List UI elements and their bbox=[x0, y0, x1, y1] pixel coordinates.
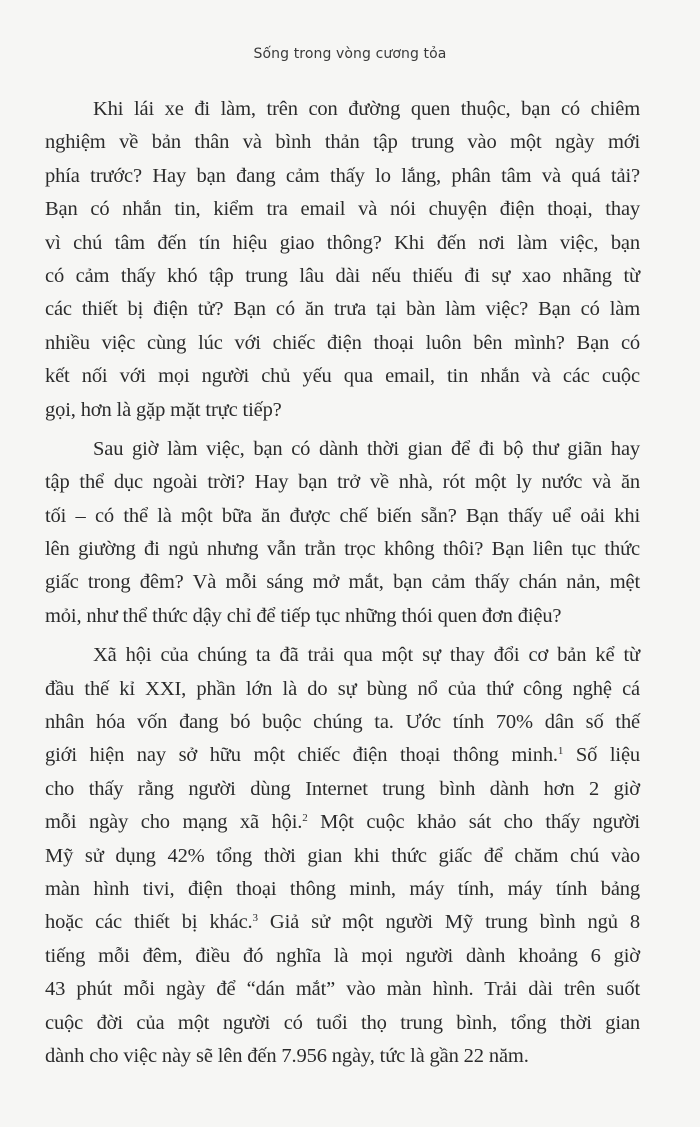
paragraph bbox=[45, 433, 640, 633]
text-line: đầu thế kỉ XXI, phần lớn là do sự bùng nổ của thứ công nghệ cá bbox=[45, 677, 640, 700]
text-line: hoặc các thiết bị khác.$^3$ Giả sử một người Mỹ trung bình ngủ 8 bbox=[45, 911, 641, 934]
text-line: Xã hội của chúng ta đã trải qua một sự thay đổi cơ bản kể từ bbox=[93, 644, 640, 667]
text-line: vì chú tâm đến tín hiệu giao thông? Khi đến nơi làm việc, bạn bbox=[45, 231, 640, 254]
text-line: có cảm thấy khó tập trung lâu dài nếu thiếu đi sự xao nhãng từ bbox=[45, 264, 640, 287]
text-line: mỗi ngày cho mạng xã hội.$^2$ Một cuộc khảo sát cho thấy người bbox=[45, 811, 640, 834]
text-line: tối – có thể là một bữa ăn được chế biến sẵn? Bạn thấy uể oải khi bbox=[45, 504, 640, 527]
text-line: 43 phút mỗi ngày để “dán mắt” vào màn hình. Trải dài trên suốt bbox=[45, 978, 640, 1001]
text-line: cuộc đời của một người có tuổi thọ trung bình, tổng thời gian bbox=[45, 1011, 640, 1034]
text-line: nhân hóa vốn đang bó buộc chúng ta. Ước tính 70% dân số thế bbox=[45, 711, 640, 734]
footnote-marker: 2 bbox=[302, 812, 308, 825]
text-line: gọi, hơn là gặp mặt trực tiếp? bbox=[45, 398, 282, 421]
body-text bbox=[45, 93, 640, 1079]
text-line: Khi lái xe đi làm, trên con đường quen thuộc, bạn có chiêm bbox=[93, 98, 640, 120]
text-line: tiếng mỗi đêm, điều đó nghĩa là mọi người dành khoảng 6 giờ bbox=[45, 944, 640, 967]
text-line: phía trước? Hay bạn đang cảm thấy lo lắng, phân tâm và quá tải? bbox=[45, 164, 640, 187]
text-line: màn hình tivi, điện thoại thông minh, máy tính, máy tính bảng bbox=[45, 877, 640, 900]
text-line: Sau giờ làm việc, bạn có dành thời gian để đi bộ thư giãn hay bbox=[93, 437, 640, 460]
text-line: các thiết bị điện tử? Bạn có ăn trưa tại bàn làm việc? Bạn có làm bbox=[45, 298, 640, 321]
text-line: giấc trong đêm? Và mỗi sáng mở mắt, bạn cảm thấy chán nản, mệt bbox=[45, 571, 640, 594]
footnote-marker: 3 bbox=[252, 912, 258, 925]
text-line: giới hiện nay sở hữu một chiếc điện thoại thông minh.$^1$ Số liệu bbox=[45, 744, 640, 767]
paragraph bbox=[45, 93, 640, 427]
text-line: tập thể dục ngoài trời? Hay bạn trở về nhà, rót một ly nước và ăn bbox=[45, 471, 640, 494]
text-line: mỏi, như thể thức dậy chỉ để tiếp tục những thói quen đơn điệu? bbox=[45, 604, 562, 627]
running-header: Sống trong vòng cương tỏa bbox=[253, 46, 447, 62]
footnote-marker: 1 bbox=[557, 745, 564, 758]
text-line: Mỹ sử dụng 42% tổng thời gian khi thức giấc để chăm chú vào bbox=[45, 844, 640, 867]
text-line: cho thấy rằng người dùng Internet trung bình dành hơn 2 giờ bbox=[45, 777, 640, 800]
text-line: kết nối với mọi người chủ yếu qua email, tin nhắn và các cuộc bbox=[45, 365, 640, 388]
text-line: dành cho việc này sẽ lên đến 7.956 ngày, tức là gần 22 năm. bbox=[45, 1044, 529, 1067]
text-line: nghiệm về bản thân và bình thản tập trung vào một ngày mới bbox=[45, 131, 640, 154]
paragraph bbox=[45, 639, 640, 1073]
text-line: lên giường đi ngủ nhưng vẫn trằn trọc không thôi? Bạn liên tục thức bbox=[45, 538, 640, 561]
text-line: nhiều việc cùng lúc với chiếc điện thoại luôn bên mình? Bạn có bbox=[45, 331, 640, 354]
text-line: Bạn có nhắn tin, kiểm tra email và nói chuyện điện thoại, thay bbox=[45, 198, 640, 221]
